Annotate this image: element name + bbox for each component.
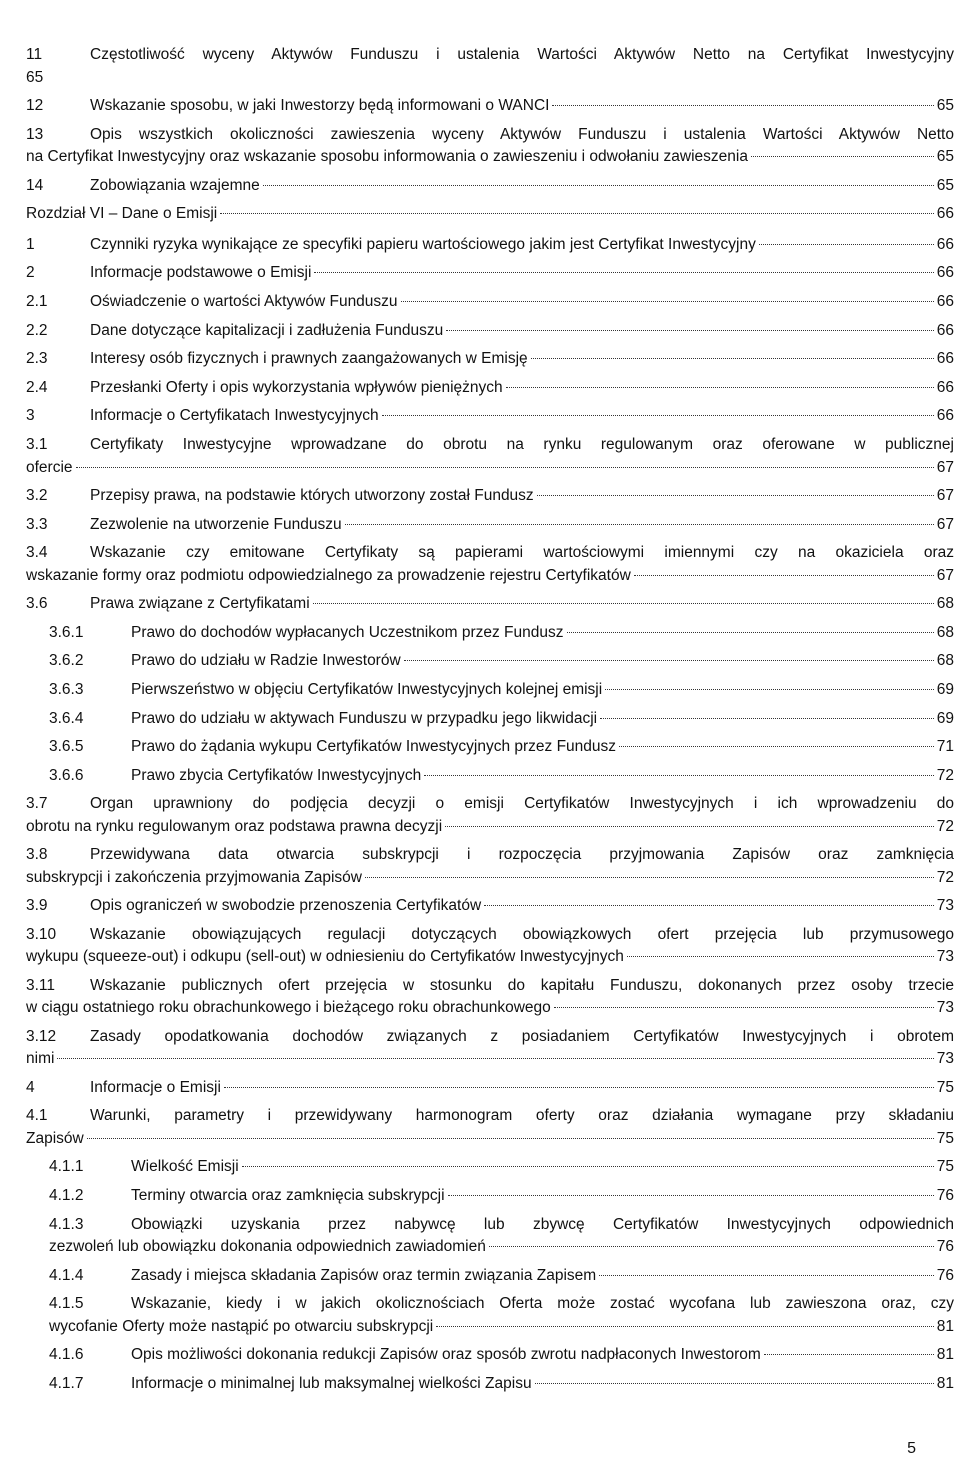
dot-leader [751, 156, 934, 157]
toc-entry[interactable] [26, 1214, 954, 1259]
toc-entry[interactable] [26, 434, 954, 479]
dot-leader [554, 1007, 934, 1008]
dot-leader [365, 877, 934, 878]
toc-entry-number: 4.1.2 [49, 1187, 84, 1205]
toc-entry-line [26, 377, 954, 400]
dot-leader [424, 775, 933, 776]
dot-leader [76, 467, 934, 468]
toc-entry[interactable] [26, 793, 954, 838]
toc-entry[interactable] [26, 679, 954, 702]
toc-entry[interactable] [26, 291, 954, 314]
toc-entry[interactable] [26, 593, 954, 616]
toc-entry-number: 3.4 [26, 544, 48, 562]
dot-leader [220, 213, 934, 214]
toc-entry-title: Pierwszeństwo w objęciu Certyfikatów Inwestycyjnych kolejnej emisji [131, 680, 603, 698]
toc-entry-title: Zezwolenie na utworzenie Funduszu [90, 515, 342, 533]
toc-entry-title-line1: Obowiązki uzyskania przez nabywcę lub zbywcę Certyfikatów Inwestycyjnych odpowiednich [131, 1215, 954, 1233]
toc-entry-number: 2.2 [26, 321, 48, 339]
toc-entry[interactable] [26, 650, 954, 673]
toc-entry-number: 3.7 [26, 795, 48, 813]
toc-entry[interactable] [26, 485, 954, 508]
toc-entry-number: 4.1.3 [49, 1215, 84, 1233]
toc-entry-number: 2.3 [26, 350, 48, 368]
toc-entry-number: 12 [26, 97, 44, 114]
toc-entry-title-line2: subskrypcji i zakończenia przyjmowania Zapisów [26, 868, 362, 886]
toc-entry-title-line1: Wskazanie obowiązujących regulacji dotyczących obowiązkowych ofert przejęcia lub przymusowego [90, 925, 954, 943]
toc-entry-number: 3.2 [26, 486, 48, 504]
toc-entry-line2 [26, 67, 954, 90]
toc-entry-line [26, 514, 954, 537]
toc-entry-line [26, 320, 954, 343]
toc-entry-line [26, 895, 954, 918]
dot-leader [314, 272, 933, 273]
toc-entry-title: Dane dotyczące kapitalizacji i zadłużenia Funduszu [90, 321, 444, 339]
toc-entry[interactable] [26, 622, 954, 645]
toc-entry-title: Informacje o Certyfikatach Inwestycyjnych [90, 407, 379, 425]
toc-entry[interactable] [26, 124, 954, 169]
toc-entry-page: 76 [936, 1187, 954, 1205]
toc-entry-line2 [26, 997, 954, 1020]
toc-entry-title-line1: Opis wszystkich okoliczności zawieszenia wyceny Aktywów Funduszu i ustalenia Wartości Aktywów Netto [90, 125, 954, 143]
toc-entry-line [26, 405, 954, 428]
toc-entry-number: 3.6.3 [49, 680, 84, 698]
toc-entry-page: 67 [936, 566, 954, 584]
dot-leader [484, 905, 934, 906]
toc-entry-page: 66 [936, 321, 954, 339]
toc-entry-number: 3.10 [26, 925, 57, 943]
toc-entry[interactable] [26, 1185, 954, 1208]
toc-entry-page: 76 [936, 1238, 954, 1256]
toc-entry[interactable] [26, 1344, 954, 1367]
dot-leader [345, 524, 934, 525]
toc-entry-page: 67 [936, 458, 954, 476]
dot-leader [537, 495, 934, 496]
toc-entry[interactable] [26, 95, 954, 118]
toc-entry-line [26, 234, 954, 257]
toc-entry[interactable] [26, 765, 954, 788]
toc-entry[interactable] [26, 1105, 954, 1150]
toc-entry-title: Prawo do udziału w Radzie Inwestorów [131, 652, 401, 670]
toc-entry-line2 [26, 867, 954, 890]
toc-entry-title: Opis ograniczeń w swobodzie przenoszenia Certyfikatów [90, 897, 482, 915]
toc-entry-title-line2: na Certyfikat Inwestycyjny oraz wskazanie sposobu informowania o zawieszeniu i odwołaniu zawieszenia [26, 148, 748, 166]
toc-entry-page: 66 [936, 292, 954, 310]
toc-entry[interactable] [26, 736, 954, 759]
toc-entry-page: 66 [936, 264, 954, 282]
toc-entry-page: 67 [936, 515, 954, 533]
toc-entry-line [26, 203, 954, 226]
toc-entry[interactable] [26, 924, 954, 969]
toc-entry-title: Czynniki ryzyka wynikające ze specyfiki papieru wartościowego jakim jest Certyfikat Inwestycyjny [90, 235, 756, 253]
toc-entry-line [26, 622, 954, 645]
dot-leader [764, 1354, 934, 1355]
toc-entry-line2 [26, 1316, 954, 1339]
toc-entry-page: 66 [936, 235, 954, 253]
dot-leader [605, 689, 934, 690]
toc-entry[interactable] [26, 514, 954, 537]
toc-entry-page: 75 [936, 1130, 954, 1148]
toc-entry-title-line1: Wskazanie publicznych ofert przejęcia w stosunku do kapitału Funduszu, dokonanych przez osoby trzecie [90, 976, 954, 994]
toc-entry-line [26, 736, 954, 759]
toc-entry-page: 65 [936, 148, 954, 166]
toc-entry-page: 66 [936, 378, 954, 396]
toc-entry-title: Wskazanie sposobu, w jaki Inwestorzy będą informowani o WANCI [90, 97, 550, 114]
toc-entry[interactable] [26, 1373, 954, 1396]
toc-entry-page: 81 [936, 1317, 954, 1335]
dot-leader [445, 826, 934, 827]
toc-entry-title-line1: Przewidywana data otwarcia subskrypcji i rozpoczęcia przyjmowania Zapisów oraz zamknięcia [90, 846, 954, 864]
table-of-contents [26, 44, 954, 1401]
toc-entry-title: Wielkość Emisji [131, 1158, 239, 1176]
toc-entry-title: Prawo zbycia Certyfikatów Inwestycyjnych [131, 766, 422, 784]
dot-leader [401, 301, 934, 302]
toc-entry-page: 65 [936, 97, 954, 114]
toc-entry-number: 3.1 [26, 435, 48, 453]
toc-entry-page: 68 [936, 623, 954, 641]
toc-entry-title: Prawo do żądania wykupu Certyfikatów Inwestycyjnych przez Fundusz [131, 738, 617, 756]
toc-entry-number: 1 [26, 235, 35, 253]
toc-entry-page: 65 [936, 176, 954, 194]
toc-entry-title-line2: w ciągu ostatniego roku obrachunkowego i bieżącego roku obrachunkowego [26, 999, 551, 1017]
dot-leader [634, 575, 934, 576]
toc-entry-page: 72 [936, 868, 954, 886]
dot-leader [489, 1246, 934, 1247]
toc-entry-number: 4.1.7 [49, 1374, 84, 1392]
toc-entry-page: 73 [936, 1050, 954, 1068]
toc-entry[interactable] [26, 975, 954, 1020]
dot-leader [242, 1166, 934, 1167]
toc-entry-line [26, 1265, 954, 1288]
toc-entry[interactable] [26, 234, 954, 257]
toc-entry-line [26, 1373, 954, 1396]
toc-entry-title-line2: ofercie [26, 458, 73, 476]
toc-entry-title: Informacje o minimalnej lub maksymalnej wielkości Zapisu [131, 1374, 532, 1392]
page-number: 5 [907, 1440, 916, 1457]
toc-entry-number: 3.6.6 [49, 766, 84, 784]
toc-entry-page: 69 [936, 680, 954, 698]
toc-entry-number: 13 [26, 125, 44, 143]
toc-entry-title: Rozdział VI – Dane o Emisji [26, 205, 218, 223]
dot-leader [87, 1138, 934, 1139]
toc-entry-number: 14 [26, 176, 44, 194]
toc-entry-line2 [26, 146, 954, 169]
dot-leader [313, 603, 934, 604]
toc-entry-page: 81 [936, 1346, 954, 1364]
toc-entry-page: 73 [936, 999, 954, 1017]
toc-entry-line [26, 291, 954, 314]
dot-leader [404, 660, 934, 661]
toc-entry-title-line2: nimi [26, 1050, 55, 1068]
dot-leader [759, 244, 934, 245]
toc-entry-number: 3.11 [26, 976, 56, 994]
dot-leader [436, 1326, 934, 1327]
toc-entry-line2 [26, 816, 954, 839]
toc-entry-page: 73 [936, 897, 954, 915]
toc-entry-title-line2: zezwoleń lub obowiązku dokonania odpowiednich zawiadomień [49, 1238, 486, 1256]
toc-entry-title-line2: 65 [26, 68, 44, 86]
toc-entry-line2 [26, 457, 954, 480]
toc-entry-title-line2: obrotu na rynku regulowanym oraz podstawa prawna decyzji [26, 817, 443, 835]
dot-leader [619, 746, 934, 747]
toc-entry-page: 81 [936, 1374, 954, 1392]
toc-entry-line [26, 765, 954, 788]
toc-entry-title: Przepisy prawa, na podstawie których utworzony został Fundusz [90, 486, 534, 504]
toc-entry-page: 68 [936, 652, 954, 670]
toc-entry-line2 [26, 1128, 954, 1151]
toc-entry[interactable] [26, 175, 954, 198]
toc-entry-page: 66 [936, 350, 954, 368]
toc-entry-title-line2: wycofanie Oferty może nastąpić po otwarciu subskrypcji [49, 1317, 434, 1335]
dot-leader [263, 185, 934, 186]
toc-entry-line [26, 1077, 954, 1100]
dot-leader [531, 358, 934, 359]
dot-leader [535, 1383, 934, 1384]
toc-entry-title: Terminy otwarcia oraz zamknięcia subskrypcji [131, 1187, 445, 1205]
toc-entry-page: 66 [936, 205, 954, 223]
toc-entry-title-line1: Organ uprawniony do podjęcia decyzji o emisji Certyfikatów Inwestycyjnych i ich wprowadzeniu do [90, 795, 954, 813]
toc-entry-title: Oświadczenie o wartości Aktywów Funduszu [90, 292, 398, 310]
toc-entry-title-line1: Wskazanie czy emitowane Certyfikaty są papierami wartościowymi imiennymi czy na okaziciela oraz [90, 544, 954, 562]
toc-entry[interactable] [26, 1156, 954, 1179]
toc-entry-line [26, 593, 954, 616]
toc-entry[interactable] [26, 405, 954, 428]
toc-entry[interactable] [26, 320, 954, 343]
toc-entry-number: 4.1.1 [49, 1158, 84, 1176]
toc-entry-line [26, 1344, 954, 1367]
toc-entry-number: 3.3 [26, 515, 48, 533]
toc-entry-page: 68 [936, 595, 954, 613]
toc-entry-line2 [26, 565, 954, 588]
toc-entry-title: Prawo do udziału w aktywach Funduszu w przypadku jego likwidacji [131, 709, 598, 727]
toc-entry[interactable] [26, 377, 954, 400]
toc-entry[interactable] [26, 708, 954, 731]
toc-entry-line [26, 175, 954, 198]
toc-entry-title: Prawo do dochodów wypłacanych Uczestnikom przez Fundusz [131, 623, 564, 641]
toc-entry-line [26, 262, 954, 285]
dot-leader [567, 632, 934, 633]
toc-entry-line2 [26, 1048, 954, 1071]
toc-entry-line [26, 348, 954, 371]
toc-entry[interactable] [26, 44, 954, 89]
toc-entry-line [26, 679, 954, 702]
toc-entry-number: 3.8 [26, 846, 48, 864]
toc-entry-line2 [26, 946, 954, 969]
toc-entry-page: 75 [936, 1078, 954, 1096]
toc-entry[interactable] [26, 844, 954, 889]
toc-entry-page: 75 [936, 1158, 954, 1176]
dot-leader [599, 1275, 934, 1276]
toc-entry-number: 3.6.1 [49, 623, 84, 641]
toc-entry-title: Opis możliwości dokonania redukcji Zapisów oraz sposób zwrotu nadpłaconych Inwestorom [131, 1346, 761, 1364]
toc-entry-line2 [26, 1236, 954, 1259]
toc-entry[interactable] [26, 1077, 954, 1100]
toc-entry-number: 3.6.5 [49, 738, 84, 756]
toc-entry-line [26, 1156, 954, 1179]
toc-entry-line [26, 708, 954, 731]
toc-entry-line [26, 95, 954, 118]
toc-entry-line [26, 485, 954, 508]
toc-entry[interactable] [26, 1026, 954, 1071]
toc-entry-number: 4.1.6 [49, 1346, 84, 1364]
toc-entry-title: Informacje podstawowe o Emisji [90, 264, 312, 282]
toc-entry-title-line1: Częstotliwość wyceny Aktywów Funduszu i ustalenia Wartości Aktywów Netto na Certyfikat Inwestycyjny [90, 46, 954, 63]
toc-entry-title: Interesy osób fizycznych i prawnych zaangażowanych w Emisję [90, 350, 528, 368]
toc-entry-title: Zasady i miejsca składania Zapisów oraz termin związania Zapisem [131, 1266, 597, 1284]
toc-entry-number: 4.1.4 [49, 1266, 84, 1284]
toc-entry-title-line2: wskazanie formy oraz podmiotu odpowiedzialnego za prowadzenie rejestru Certyfikatów [26, 566, 631, 584]
toc-entry-page: 76 [936, 1266, 954, 1284]
toc-entry-number: 3.6.4 [49, 709, 84, 727]
dot-leader [506, 387, 934, 388]
toc-entry-line [26, 1185, 954, 1208]
toc-entry-page: 66 [936, 407, 954, 425]
toc-entry-number: 4.1.5 [49, 1295, 84, 1313]
toc-entry-number: 2.4 [26, 378, 48, 396]
toc-entry-title-line1: Zasady opodatkowania dochodów związanych z posiadaniem Certyfikatów Inwestycyjnych i obrotem [90, 1027, 954, 1045]
toc-entry-title-line2: Zapisów [26, 1130, 84, 1148]
toc-entry-number: 3.12 [26, 1027, 57, 1045]
toc-entry-page: 71 [936, 738, 954, 756]
toc-entry-number: 2.1 [26, 292, 48, 310]
toc-entry-page: 69 [936, 709, 954, 727]
toc-entry-line [26, 650, 954, 673]
toc-entry[interactable] [26, 1265, 954, 1288]
toc-entry-title-line1: Warunki, parametry i przewidywany harmonogram oferty oraz działania wymagane przy składaniu [90, 1107, 954, 1125]
dot-leader [448, 1195, 934, 1196]
toc-entry-number: 11 [26, 46, 43, 63]
toc-entry-number: 4 [26, 1078, 35, 1096]
toc-entry-number: 3.6.2 [49, 652, 84, 670]
toc-entry[interactable] [26, 895, 954, 918]
dot-leader [552, 105, 933, 106]
toc-entry-title: Informacje o Emisji [90, 1078, 221, 1096]
dot-leader [382, 415, 934, 416]
toc-entry-title-line1: Wskazanie, kiedy i w jakich okolicznościach Oferta może zostać wycofana lub zawieszona oraz, czy [131, 1295, 954, 1313]
dot-leader [446, 330, 933, 331]
toc-entry[interactable] [26, 1293, 954, 1338]
toc-entry-title-line1: Certyfikaty Inwestycyjne wprowadzane do obrotu na rynku regulowanym oraz oferowane w publicznej [90, 435, 954, 453]
toc-entry[interactable] [26, 542, 954, 587]
toc-entry-title: Przesłanki Oferty i opis wykorzystania wpływów pieniężnych [90, 378, 503, 396]
toc-entry[interactable] [26, 262, 954, 285]
dot-leader [224, 1087, 934, 1088]
dot-leader [627, 956, 934, 957]
toc-entry-number: 3 [26, 407, 35, 425]
dot-leader [600, 718, 934, 719]
toc-entry-page: 72 [936, 817, 954, 835]
toc-entry-title: Zobowiązania wzajemne [90, 176, 260, 194]
toc-entry-number: 3.9 [26, 897, 48, 915]
toc-entry[interactable] [26, 203, 954, 226]
toc-entry[interactable] [26, 348, 954, 371]
toc-entry-number: 4.1 [26, 1107, 48, 1125]
toc-entry-page: 67 [936, 486, 954, 504]
toc-entry-title-line2: wykupu (squeeze-out) i odkupu (sell-out) w odniesieniu do Certyfikatów Inwestycyjnych [26, 948, 624, 966]
toc-entry-number: 2 [26, 264, 35, 282]
toc-entry-page: 73 [936, 948, 954, 966]
toc-entry-number: 3.6 [26, 595, 48, 613]
toc-entry-title: Prawa związane z Certyfikatami [90, 595, 310, 613]
dot-leader [57, 1058, 933, 1059]
toc-entry-page: 72 [936, 766, 954, 784]
